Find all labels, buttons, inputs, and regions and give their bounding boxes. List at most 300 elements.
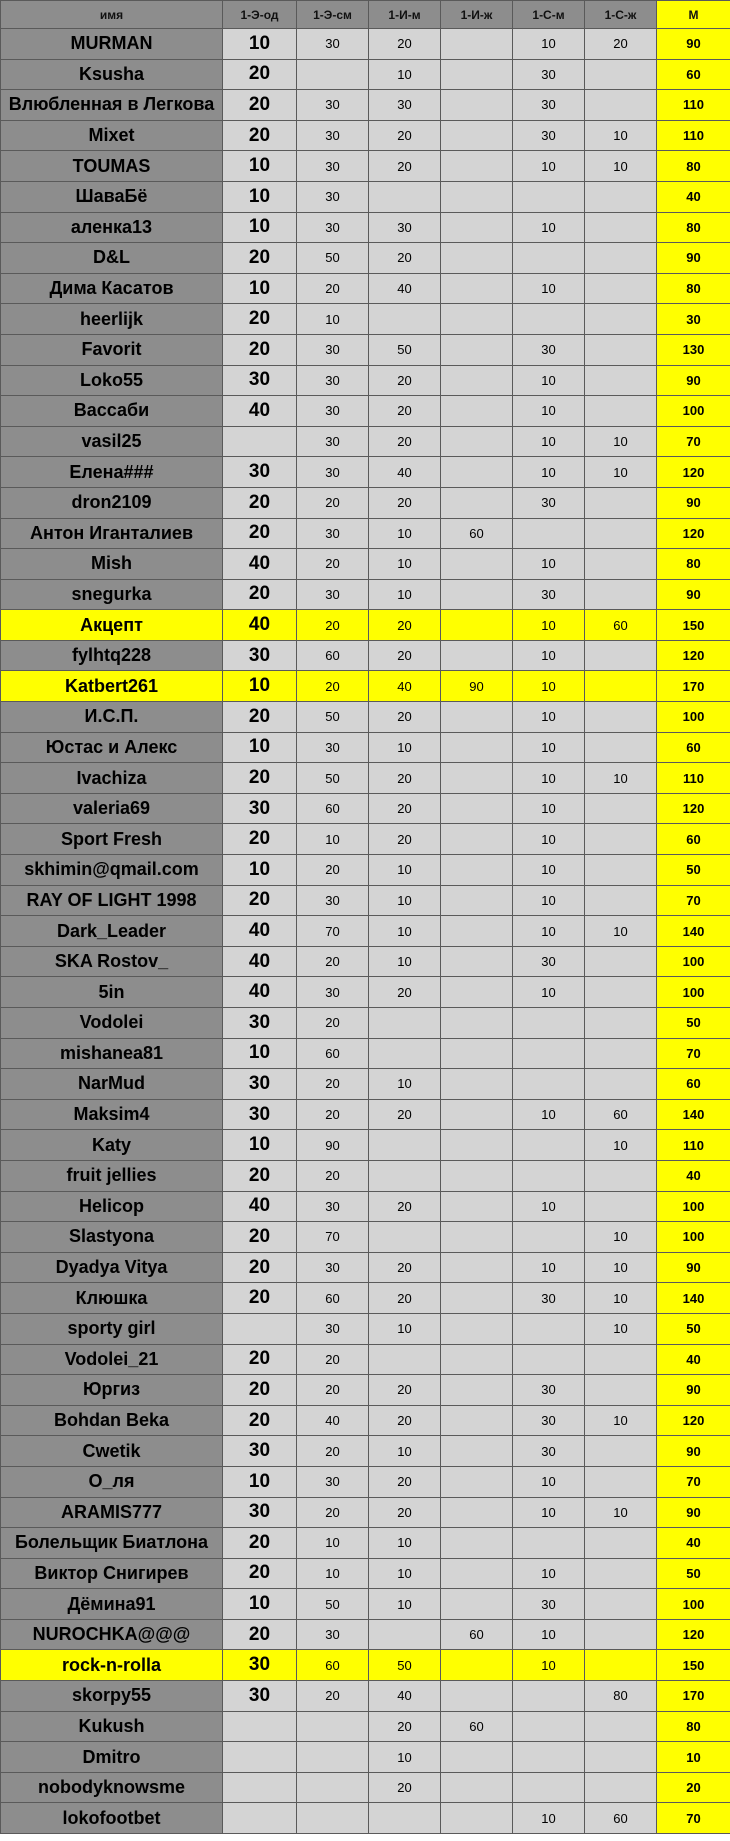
score-1-s-m: 10 xyxy=(513,1099,585,1130)
score-1-i-zh xyxy=(441,304,513,335)
score-1-s-zh xyxy=(585,1344,657,1375)
score-1-s-zh xyxy=(585,855,657,886)
table-row xyxy=(1,1742,730,1773)
score-total: 90 xyxy=(657,1497,730,1528)
score-1-i-m: 30 xyxy=(369,90,441,121)
name-cell: Юстас и Алекс xyxy=(1,732,223,763)
table-row xyxy=(1,732,730,763)
score-1-i-m: 20 xyxy=(369,1283,441,1314)
score-1-i-zh xyxy=(441,1466,513,1497)
score-1-s-zh xyxy=(585,243,657,274)
score-1-i-m: 10 xyxy=(369,1436,441,1467)
name-cell: Loko55 xyxy=(1,365,223,396)
score-1-e-od: 30 xyxy=(223,1681,297,1712)
score-1-i-m: 10 xyxy=(369,855,441,886)
score-1-e-od: 10 xyxy=(223,1038,297,1069)
score-1-e-od: 30 xyxy=(223,640,297,671)
score-total: 110 xyxy=(657,1130,730,1161)
score-total: 70 xyxy=(657,1038,730,1069)
score-1-i-zh xyxy=(441,610,513,641)
score-1-e-od: 20 xyxy=(223,1558,297,1589)
table-row xyxy=(1,1711,730,1742)
score-1-s-m xyxy=(513,1742,585,1773)
score-1-i-m: 20 xyxy=(369,1375,441,1406)
score-1-s-m xyxy=(513,518,585,549)
score-1-e-od: 10 xyxy=(223,1466,297,1497)
score-1-e-od: 20 xyxy=(223,885,297,916)
score-1-e-od: 40 xyxy=(223,610,297,641)
score-1-s-m: 10 xyxy=(513,1191,585,1222)
score-1-e-sm: 70 xyxy=(297,916,369,947)
table-row xyxy=(1,334,730,365)
score-1-s-m: 30 xyxy=(513,487,585,518)
score-1-e-sm xyxy=(297,1772,369,1803)
name-cell: Vodolei xyxy=(1,1008,223,1039)
score-1-i-zh xyxy=(441,579,513,610)
name-cell: mishanea81 xyxy=(1,1038,223,1069)
score-1-s-zh: 20 xyxy=(585,29,657,60)
name-cell: Дёмина91 xyxy=(1,1589,223,1620)
score-1-i-m: 10 xyxy=(369,1742,441,1773)
score-total: 90 xyxy=(657,243,730,274)
score-1-e-sm: 50 xyxy=(297,1589,369,1620)
score-1-e-od: 20 xyxy=(223,1160,297,1191)
name-cell: ARAMIS777 xyxy=(1,1497,223,1528)
score-1-s-zh xyxy=(585,1650,657,1681)
score-1-s-zh xyxy=(585,1619,657,1650)
score-1-i-zh xyxy=(441,977,513,1008)
score-1-s-m xyxy=(513,1008,585,1039)
score-1-e-sm: 20 xyxy=(297,946,369,977)
score-1-s-zh: 10 xyxy=(585,916,657,947)
score-1-e-od xyxy=(223,1772,297,1803)
score-1-e-od: 10 xyxy=(223,273,297,304)
table-row xyxy=(1,824,730,855)
score-1-e-sm: 60 xyxy=(297,793,369,824)
score-total: 60 xyxy=(657,59,730,90)
score-1-i-m: 20 xyxy=(369,1711,441,1742)
score-1-s-zh xyxy=(585,1191,657,1222)
score-total: 40 xyxy=(657,1160,730,1191)
score-1-s-zh xyxy=(585,1069,657,1100)
score-1-s-m: 30 xyxy=(513,90,585,121)
name-cell: Katy xyxy=(1,1130,223,1161)
table-row xyxy=(1,640,730,671)
score-1-e-od: 30 xyxy=(223,1650,297,1681)
score-1-i-m: 20 xyxy=(369,1497,441,1528)
score-1-s-m: 10 xyxy=(513,1497,585,1528)
name-cell: О_ля xyxy=(1,1466,223,1497)
score-total: 140 xyxy=(657,1283,730,1314)
table-row xyxy=(1,885,730,916)
score-1-s-zh: 10 xyxy=(585,1222,657,1253)
name-cell: skhimin@qmail.com xyxy=(1,855,223,886)
score-1-s-zh xyxy=(585,732,657,763)
score-total: 80 xyxy=(657,273,730,304)
score-1-e-sm: 20 xyxy=(297,1008,369,1039)
score-1-i-m: 20 xyxy=(369,487,441,518)
header-name: имя xyxy=(1,1,223,29)
score-1-i-m: 50 xyxy=(369,334,441,365)
name-cell: Вассаби xyxy=(1,396,223,427)
score-1-e-sm: 20 xyxy=(297,1069,369,1100)
score-total: 20 xyxy=(657,1772,730,1803)
table-row xyxy=(1,977,730,1008)
score-1-e-sm: 20 xyxy=(297,1375,369,1406)
score-total: 100 xyxy=(657,1589,730,1620)
score-1-i-zh xyxy=(441,181,513,212)
table-row xyxy=(1,579,730,610)
table-row xyxy=(1,793,730,824)
score-1-i-m: 40 xyxy=(369,457,441,488)
table-row xyxy=(1,365,730,396)
score-1-i-zh xyxy=(441,457,513,488)
score-1-s-zh xyxy=(585,793,657,824)
score-total: 110 xyxy=(657,763,730,794)
name-cell: skorpy55 xyxy=(1,1681,223,1712)
score-1-e-od: 20 xyxy=(223,1405,297,1436)
score-1-s-zh xyxy=(585,181,657,212)
score-1-i-m: 10 xyxy=(369,1069,441,1100)
table-row xyxy=(1,1191,730,1222)
table-row xyxy=(1,120,730,151)
score-1-e-sm: 50 xyxy=(297,702,369,733)
score-1-s-zh xyxy=(585,1711,657,1742)
score-1-s-zh xyxy=(585,1466,657,1497)
name-cell: Виктор Снигирев xyxy=(1,1558,223,1589)
table-row xyxy=(1,1772,730,1803)
score-1-s-zh: 10 xyxy=(585,151,657,182)
score-1-i-zh xyxy=(441,151,513,182)
score-1-e-od: 10 xyxy=(223,29,297,60)
score-total: 140 xyxy=(657,916,730,947)
score-1-i-zh xyxy=(441,1099,513,1130)
score-1-i-zh xyxy=(441,1069,513,1100)
score-1-i-zh xyxy=(441,1803,513,1834)
score-1-i-zh xyxy=(441,1742,513,1773)
score-1-s-m xyxy=(513,1681,585,1712)
score-total: 80 xyxy=(657,212,730,243)
score-1-i-zh xyxy=(441,1405,513,1436)
score-1-i-m: 20 xyxy=(369,824,441,855)
score-1-s-m: 10 xyxy=(513,671,585,702)
score-1-s-zh xyxy=(585,304,657,335)
table-row xyxy=(1,1375,730,1406)
score-1-i-m: 50 xyxy=(369,1650,441,1681)
score-total: 40 xyxy=(657,181,730,212)
header-row xyxy=(1,1,730,29)
score-1-s-zh: 10 xyxy=(585,426,657,457)
score-total: 100 xyxy=(657,977,730,1008)
score-1-e-od: 30 xyxy=(223,1069,297,1100)
score-1-s-zh xyxy=(585,1436,657,1467)
score-1-i-m: 20 xyxy=(369,1466,441,1497)
score-1-i-zh xyxy=(441,487,513,518)
score-1-e-sm: 30 xyxy=(297,212,369,243)
score-1-i-zh xyxy=(441,732,513,763)
score-1-e-od xyxy=(223,1711,297,1742)
header-1-s-zh: 1-С-ж xyxy=(585,1,657,29)
score-1-i-zh xyxy=(441,365,513,396)
score-1-e-od: 20 xyxy=(223,763,297,794)
score-1-i-zh xyxy=(441,1344,513,1375)
score-1-i-zh xyxy=(441,946,513,977)
score-1-i-m: 20 xyxy=(369,29,441,60)
score-total: 40 xyxy=(657,1528,730,1559)
score-1-e-od: 20 xyxy=(223,824,297,855)
score-1-e-od: 20 xyxy=(223,1252,297,1283)
score-1-e-sm: 30 xyxy=(297,29,369,60)
score-total: 90 xyxy=(657,579,730,610)
score-1-i-zh xyxy=(441,763,513,794)
name-cell: ШаваБё xyxy=(1,181,223,212)
score-1-e-sm: 40 xyxy=(297,1405,369,1436)
score-total: 90 xyxy=(657,1436,730,1467)
table-row xyxy=(1,90,730,121)
table-row xyxy=(1,1130,730,1161)
score-1-s-m xyxy=(513,1069,585,1100)
table-row xyxy=(1,1008,730,1039)
table-row xyxy=(1,273,730,304)
score-1-e-od: 20 xyxy=(223,1222,297,1253)
score-1-e-sm: 20 xyxy=(297,610,369,641)
score-total: 120 xyxy=(657,457,730,488)
table-row xyxy=(1,1619,730,1650)
score-1-e-sm: 30 xyxy=(297,1466,369,1497)
header-1-i-zh: 1-И-ж xyxy=(441,1,513,29)
score-total: 70 xyxy=(657,1466,730,1497)
score-total: 80 xyxy=(657,1711,730,1742)
table-row xyxy=(1,1099,730,1130)
score-1-e-od: 20 xyxy=(223,1283,297,1314)
name-cell: Влюбленная в Легкова xyxy=(1,90,223,121)
score-total: 110 xyxy=(657,90,730,121)
score-1-e-sm: 70 xyxy=(297,1222,369,1253)
score-1-s-m: 30 xyxy=(513,1436,585,1467)
score-1-i-m xyxy=(369,1130,441,1161)
score-1-s-zh xyxy=(585,273,657,304)
score-1-i-m: 10 xyxy=(369,1558,441,1589)
name-cell: TOUMAS xyxy=(1,151,223,182)
score-1-e-od xyxy=(223,1313,297,1344)
score-1-s-zh xyxy=(585,396,657,427)
score-total: 130 xyxy=(657,334,730,365)
table-row xyxy=(1,855,730,886)
score-1-s-zh xyxy=(585,824,657,855)
name-cell: Dyadya Vitya xyxy=(1,1252,223,1283)
score-1-s-m: 10 xyxy=(513,977,585,1008)
score-1-e-od: 20 xyxy=(223,1375,297,1406)
score-1-i-zh xyxy=(441,640,513,671)
score-1-s-m: 30 xyxy=(513,334,585,365)
score-1-s-zh: 10 xyxy=(585,1497,657,1528)
name-cell: аленка13 xyxy=(1,212,223,243)
name-cell: heerlijk xyxy=(1,304,223,335)
score-1-s-m: 30 xyxy=(513,1375,585,1406)
score-1-i-m xyxy=(369,1008,441,1039)
table-row xyxy=(1,487,730,518)
score-total: 170 xyxy=(657,1681,730,1712)
score-1-e-sm: 60 xyxy=(297,640,369,671)
header-1-s-m: 1-С-м xyxy=(513,1,585,29)
score-1-e-sm: 30 xyxy=(297,334,369,365)
score-1-i-zh xyxy=(441,1558,513,1589)
score-1-s-zh: 60 xyxy=(585,610,657,641)
score-1-i-m: 20 xyxy=(369,151,441,182)
header-1-e-od: 1-Э-од xyxy=(223,1,297,29)
score-total: 60 xyxy=(657,824,730,855)
table-row xyxy=(1,1528,730,1559)
table-row xyxy=(1,1038,730,1069)
score-1-i-m: 20 xyxy=(369,1772,441,1803)
score-1-i-zh xyxy=(441,1008,513,1039)
score-1-i-zh xyxy=(441,1589,513,1620)
score-1-e-sm: 60 xyxy=(297,1283,369,1314)
score-1-i-zh xyxy=(441,824,513,855)
score-1-s-m: 30 xyxy=(513,579,585,610)
table-row xyxy=(1,518,730,549)
table-row xyxy=(1,946,730,977)
score-total: 50 xyxy=(657,1008,730,1039)
score-1-e-od: 20 xyxy=(223,90,297,121)
score-1-i-m xyxy=(369,304,441,335)
score-1-s-zh: 10 xyxy=(585,1405,657,1436)
name-cell: RAY OF LIGHT 1998 xyxy=(1,885,223,916)
score-1-i-zh xyxy=(441,90,513,121)
score-1-s-m: 30 xyxy=(513,1405,585,1436)
score-1-i-m: 10 xyxy=(369,946,441,977)
score-1-s-zh: 10 xyxy=(585,120,657,151)
score-1-e-sm: 30 xyxy=(297,457,369,488)
score-1-s-m: 10 xyxy=(513,855,585,886)
score-1-e-sm: 20 xyxy=(297,1681,369,1712)
score-1-e-od: 30 xyxy=(223,365,297,396)
score-1-s-m: 10 xyxy=(513,365,585,396)
name-cell: Cwetik xyxy=(1,1436,223,1467)
name-cell: Katbert261 xyxy=(1,671,223,702)
table-row xyxy=(1,304,730,335)
score-1-e-sm: 30 xyxy=(297,1252,369,1283)
score-1-e-od: 20 xyxy=(223,243,297,274)
table-row xyxy=(1,1681,730,1712)
score-1-e-sm xyxy=(297,59,369,90)
score-1-i-m xyxy=(369,1222,441,1253)
score-total: 60 xyxy=(657,1069,730,1100)
score-1-s-zh xyxy=(585,946,657,977)
score-1-s-zh xyxy=(585,977,657,1008)
name-cell: Maksim4 xyxy=(1,1099,223,1130)
score-1-s-zh xyxy=(585,1558,657,1589)
score-total: 120 xyxy=(657,793,730,824)
score-1-s-zh xyxy=(585,1742,657,1773)
score-1-i-m: 20 xyxy=(369,1405,441,1436)
score-1-e-od: 30 xyxy=(223,1099,297,1130)
score-1-i-m: 10 xyxy=(369,885,441,916)
score-1-i-m xyxy=(369,1038,441,1069)
score-1-e-sm xyxy=(297,1803,369,1834)
score-1-e-od: 40 xyxy=(223,916,297,947)
score-total: 40 xyxy=(657,1344,730,1375)
score-total: 90 xyxy=(657,1375,730,1406)
score-total: 150 xyxy=(657,610,730,641)
score-1-i-zh xyxy=(441,1283,513,1314)
table-row xyxy=(1,1283,730,1314)
score-1-e-sm: 10 xyxy=(297,304,369,335)
score-1-i-m: 20 xyxy=(369,1252,441,1283)
score-1-i-m: 20 xyxy=(369,120,441,151)
score-1-e-od: 10 xyxy=(223,1589,297,1620)
name-cell: Mixet xyxy=(1,120,223,151)
score-1-e-od: 20 xyxy=(223,702,297,733)
name-cell: Sport Fresh xyxy=(1,824,223,855)
score-1-i-zh xyxy=(441,916,513,947)
score-total: 150 xyxy=(657,1650,730,1681)
score-1-i-m: 10 xyxy=(369,1313,441,1344)
score-1-s-zh xyxy=(585,549,657,580)
score-1-e-od: 10 xyxy=(223,855,297,886)
score-total: 120 xyxy=(657,518,730,549)
score-1-s-m xyxy=(513,1344,585,1375)
score-1-s-m: 10 xyxy=(513,1252,585,1283)
name-cell: MURMAN xyxy=(1,29,223,60)
score-1-s-zh xyxy=(585,365,657,396)
name-cell: valeria69 xyxy=(1,793,223,824)
score-total: 120 xyxy=(657,1619,730,1650)
score-1-s-m: 10 xyxy=(513,916,585,947)
score-1-s-m xyxy=(513,304,585,335)
score-total: 140 xyxy=(657,1099,730,1130)
name-cell: Helicop xyxy=(1,1191,223,1222)
score-1-e-od: 20 xyxy=(223,120,297,151)
name-cell: snegurka xyxy=(1,579,223,610)
score-1-e-od: 20 xyxy=(223,1619,297,1650)
score-1-i-m: 20 xyxy=(369,640,441,671)
table-body xyxy=(1,29,730,1834)
score-total: 170 xyxy=(657,671,730,702)
score-1-e-od: 20 xyxy=(223,1528,297,1559)
table-row xyxy=(1,1252,730,1283)
name-cell: Клюшка xyxy=(1,1283,223,1314)
name-cell: Dark_Leader xyxy=(1,916,223,947)
score-1-s-m: 10 xyxy=(513,1466,585,1497)
name-cell: Dmitro xyxy=(1,1742,223,1773)
table-row xyxy=(1,1160,730,1191)
table-row xyxy=(1,1344,730,1375)
score-1-e-sm: 20 xyxy=(297,1099,369,1130)
score-1-e-sm: 30 xyxy=(297,396,369,427)
score-1-i-m: 20 xyxy=(369,243,441,274)
score-1-i-m: 20 xyxy=(369,763,441,794)
name-cell: Елена### xyxy=(1,457,223,488)
score-1-e-od: 20 xyxy=(223,304,297,335)
score-1-i-zh xyxy=(441,1772,513,1803)
score-total: 70 xyxy=(657,885,730,916)
score-1-e-od: 20 xyxy=(223,1344,297,1375)
score-1-i-m: 10 xyxy=(369,549,441,580)
score-1-e-sm: 30 xyxy=(297,426,369,457)
table-row xyxy=(1,457,730,488)
score-1-e-sm: 20 xyxy=(297,549,369,580)
score-1-e-sm: 20 xyxy=(297,273,369,304)
table-row xyxy=(1,181,730,212)
score-1-e-sm: 30 xyxy=(297,579,369,610)
score-1-i-m: 20 xyxy=(369,977,441,1008)
score-1-s-zh xyxy=(585,90,657,121)
score-1-i-zh xyxy=(441,1681,513,1712)
table-row xyxy=(1,1405,730,1436)
score-1-i-zh xyxy=(441,549,513,580)
table-row xyxy=(1,29,730,60)
